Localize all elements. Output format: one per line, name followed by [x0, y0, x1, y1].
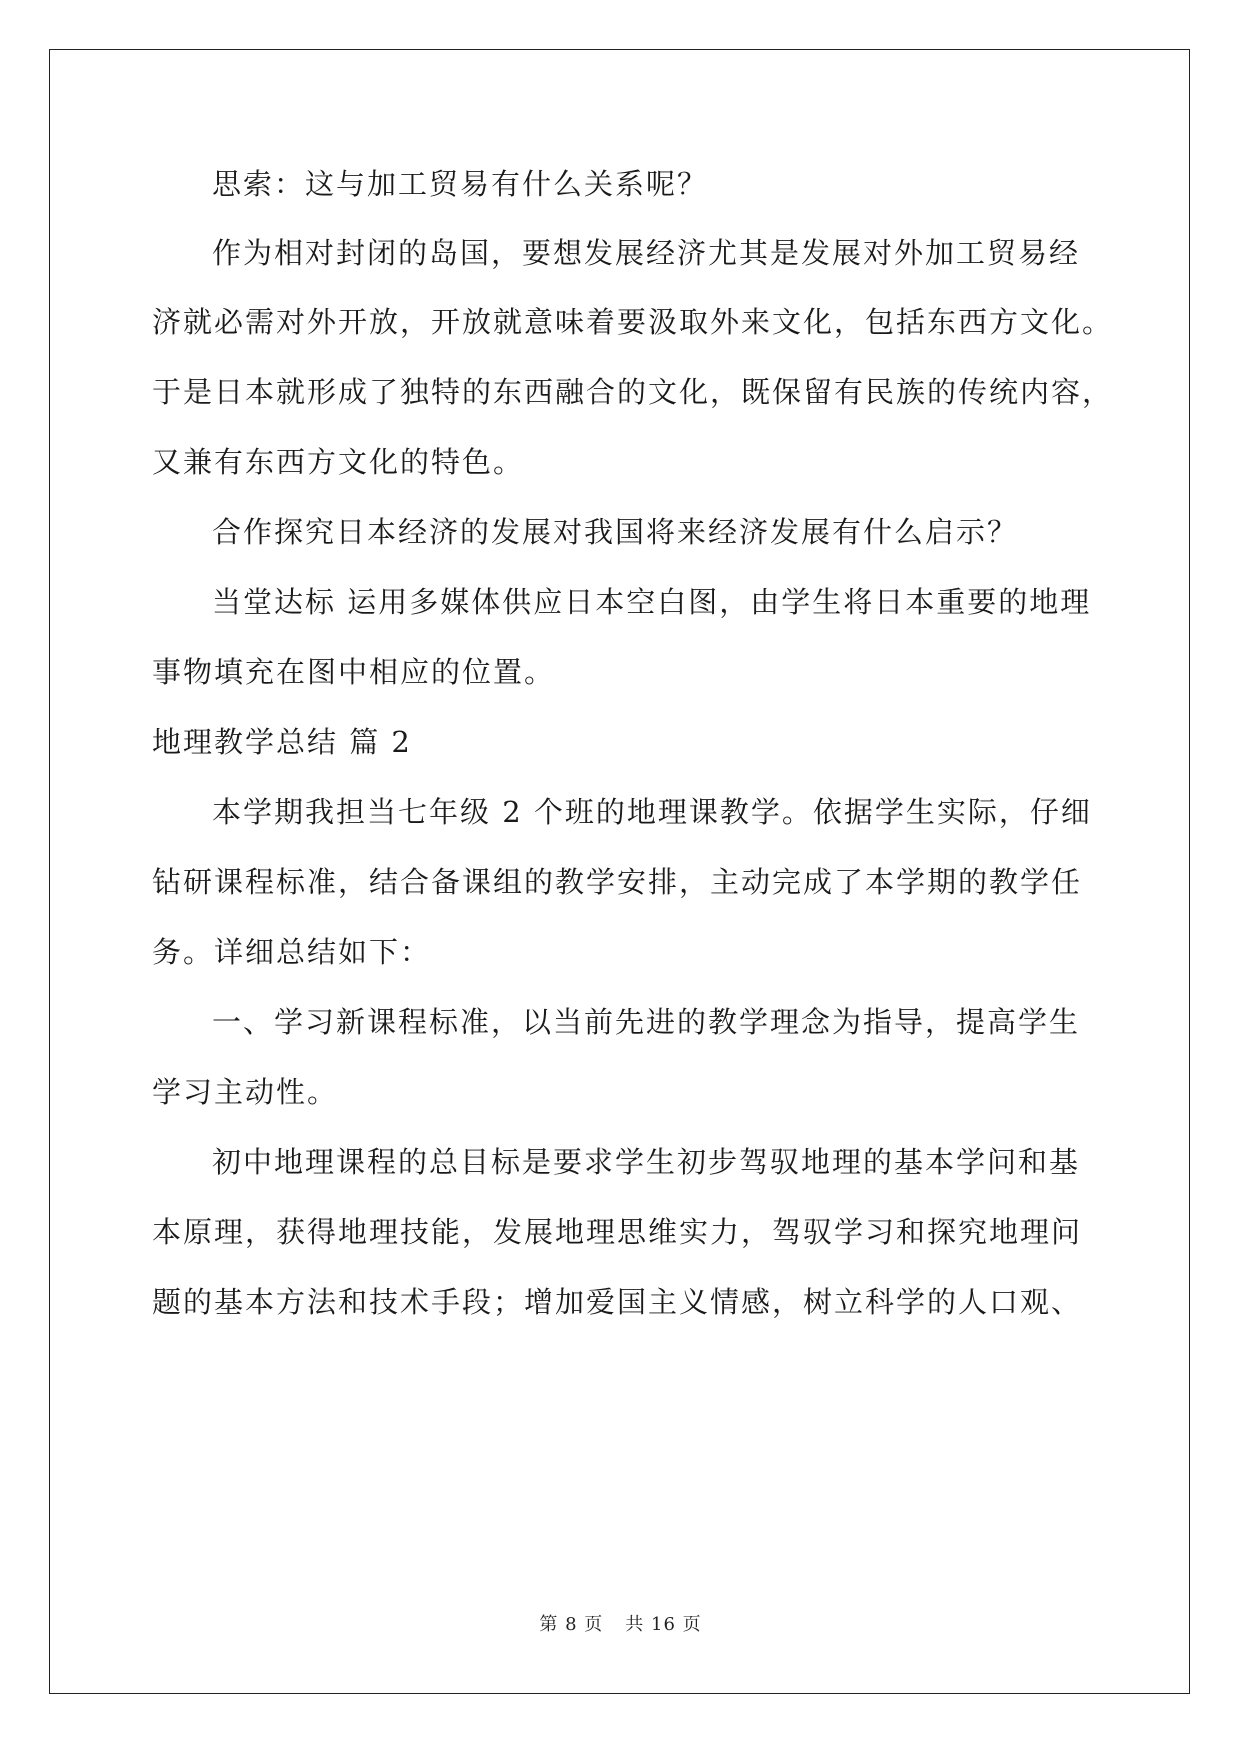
page-footer	[0, 1610, 1241, 1636]
page-number-current: 第 8 页	[539, 1614, 604, 1635]
paragraph-line: 思索：这与加工贸易有什么关系呢？	[212, 167, 709, 201]
paragraph-line: 学习主动性。	[152, 1075, 339, 1109]
paragraph-line: 当堂达标 运用多媒体供应日本空白图，由学生将日本重要的地理	[212, 585, 1092, 619]
paragraph-line: 初中地理课程的总目标是要求学生初步驾驭地理的基本学问和基	[212, 1145, 1081, 1179]
paragraph-line: 钻研课程标准，结合备课组的教学安排，主动完成了本学期的教学任	[152, 865, 1083, 899]
paragraph-line: 本学期我担当七年级 2 个班的地理课教学。依据学生实际，仔细	[212, 795, 1092, 829]
section-heading: 地理教学总结 篇 2	[152, 725, 412, 759]
paragraph-line: 合作探究日本经济的发展对我国将来经济发展有什么启示？	[212, 515, 1019, 549]
paragraph-line: 事物填充在图中相应的位置。	[152, 655, 556, 689]
paragraph-line: 本原理，获得地理技能，发展地理思维实力，驾驭学习和探究地理问	[152, 1215, 1083, 1249]
page-number-total: 共 16 页	[625, 1614, 702, 1635]
paragraph-line: 于是日本就形成了独特的东西融合的文化，既保留有民族的传统内容，	[152, 375, 1114, 409]
paragraph-line: 务。详细总结如下：	[152, 935, 432, 969]
paragraph-line: 题的基本方法和技术手段；增加爱国主义情感，树立科学的人口观、	[152, 1285, 1083, 1319]
paragraph-line: 济就必需对外开放，开放就意味着要汲取外来文化，包括东西方文化。	[152, 305, 1114, 339]
paragraph-line: 作为相对封闭的岛国，要想发展经济尤其是发展对外加工贸易经	[212, 236, 1081, 270]
paragraph-line: 又兼有东西方文化的特色。	[152, 445, 525, 479]
paragraph-line: 一、学习新课程标准，以当前先进的教学理念为指导，提高学生	[212, 1005, 1081, 1039]
